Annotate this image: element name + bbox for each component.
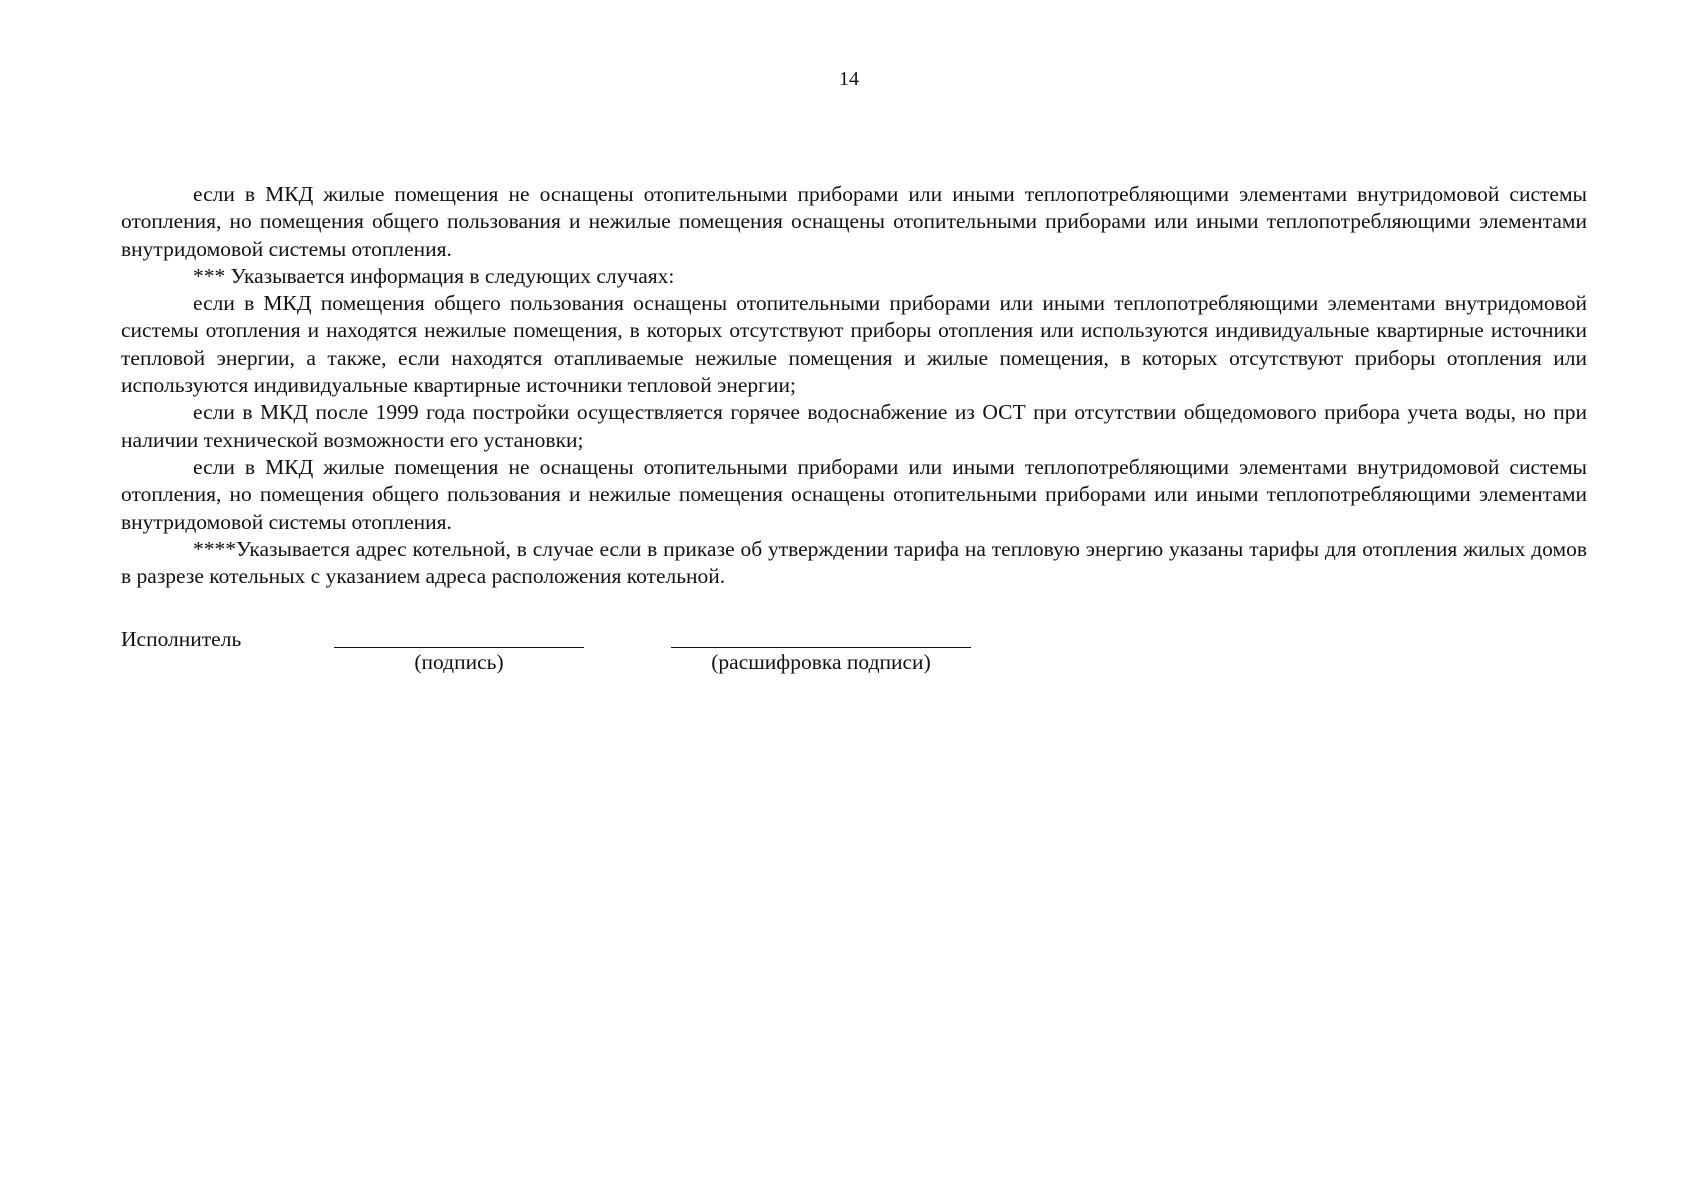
paragraph: если в МКД помещения общего пользования оснащены отопительными приборами или иными теплопотребляющими элементами внутридомовой системы отопления и находятся нежилые помещения, в которых отсутствуют приборы отопления или используются индивидуальные квартирные источники тепловой энергии, а также, если находятся отапливаемые нежилые помещения и жилые помещения, в которых отсутствуют приборы отопления или используются индивидуальные квартирные источники тепловой энергии; [121, 291, 1587, 398]
paragraph: *** Указывается информация в следующих случаях: [193, 263, 675, 288]
paragraph: если в МКД жилые помещения не оснащены отопительными приборами или иными теплопотребляющими элементами внутридомовой системы отопления, но помещения общего пользования и нежилые помещения оснащены отопительными приборами или иными теплопотребляющими элементами внутридомовой системы отопления. [121, 454, 1587, 534]
signer-label: Исполнитель [121, 627, 242, 651]
signature-line [334, 647, 584, 648]
signature-decoding-line [671, 647, 971, 648]
paragraph: если в МКД после 1999 года постройки осуществляется горячее водоснабжение из ОСТ при отсутствии общедомового прибора учета воды, но при наличии технической возможности его установки; [121, 400, 1587, 452]
paragraph: ****Указывается адрес котельной, в случае если в приказе об утверждении тарифа на тепловую энергию указаны тарифы для отопления жилых домов в разрезе котельных с указанием адреса расположения котельной. [121, 536, 1587, 589]
page-number: 14 [839, 68, 859, 90]
signature-decoding-caption: (расшифровка подписи) [711, 650, 931, 674]
notes-text [121, 181, 1587, 590]
signature-block [121, 622, 1021, 682]
paragraph: если в МКД жилые помещения не оснащены отопительными приборами или иными теплопотребляющими элементами внутридомовой системы отопления, но помещения общего пользования и нежилые помещения оснащены отопительными приборами или иными теплопотребляющими элементами внутридомовой системы отопления. [121, 182, 1587, 261]
signature-caption: (подпись) [414, 650, 504, 674]
